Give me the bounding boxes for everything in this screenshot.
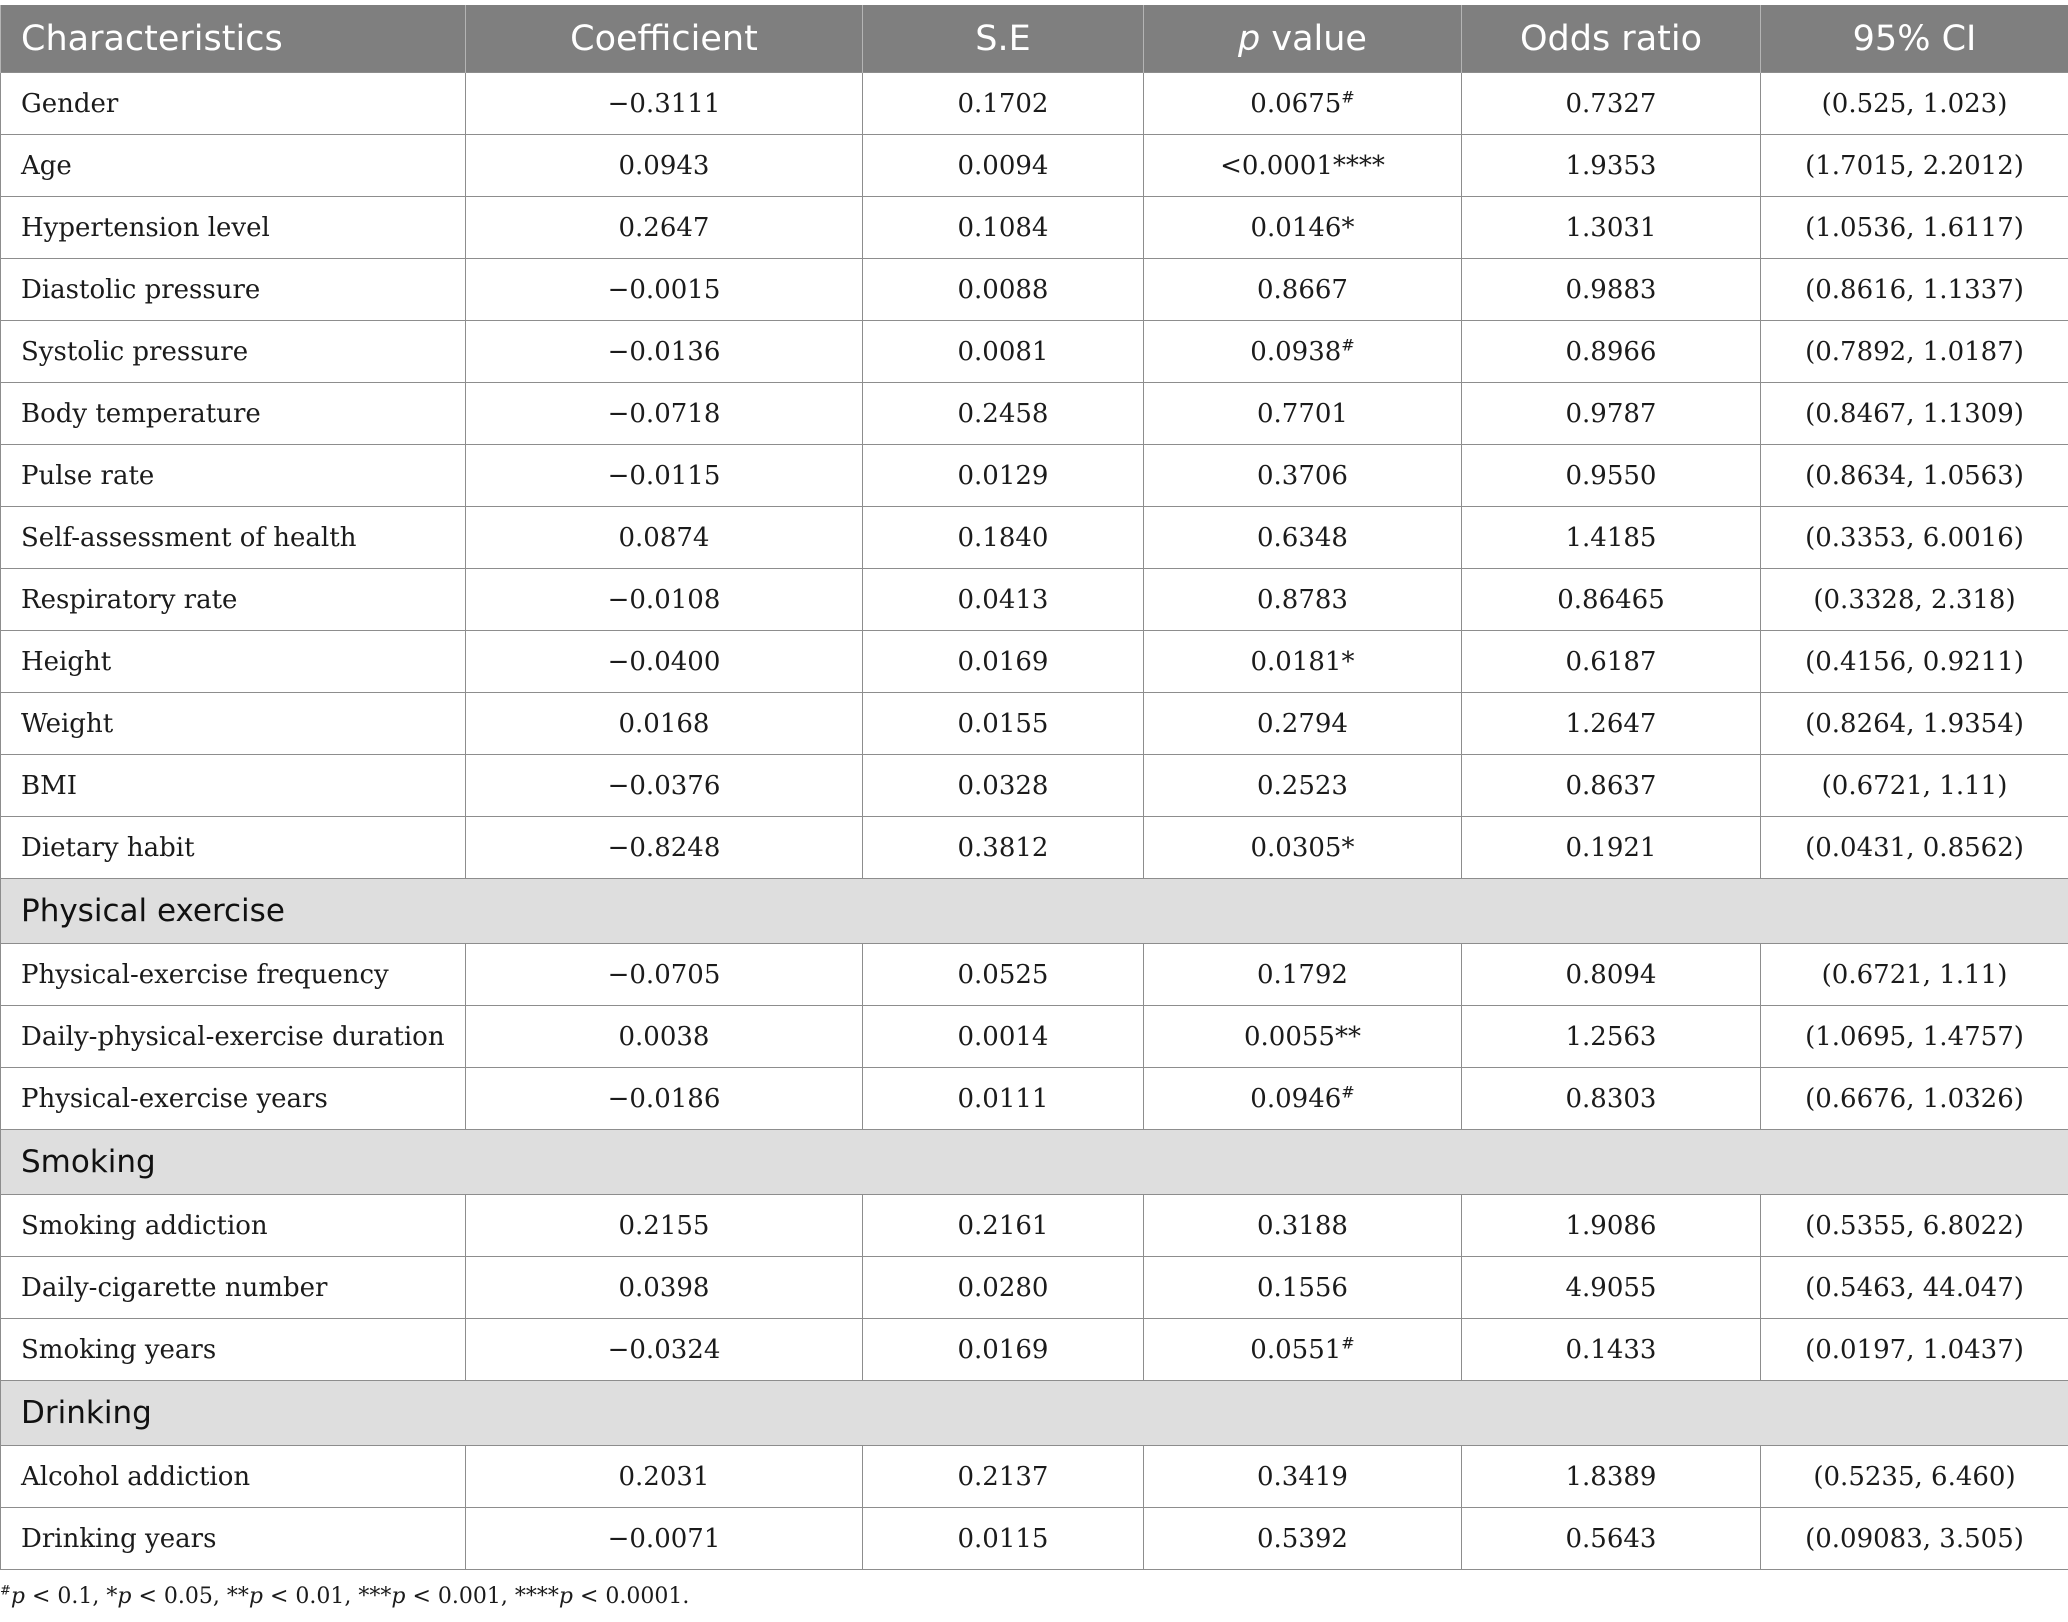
table-row <box>1 755 2068 817</box>
significance-mark: # <box>1341 86 1355 106</box>
cell-characteristic: Height <box>1 631 466 693</box>
cell-odds-ratio: 0.86465 <box>1462 569 1761 631</box>
section-title: Physical exercise <box>1 879 2068 944</box>
p-value-text: 0.0675 <box>1250 88 1342 119</box>
cell-ci: (0.525, 1.023) <box>1761 73 2068 135</box>
cell-ci: (0.6721, 1.11) <box>1761 944 2068 1006</box>
cell-ci: (0.09083, 3.505) <box>1761 1508 2068 1570</box>
cell-coefficient: −0.0115 <box>466 445 863 507</box>
p-value-text: 0.0946 <box>1250 1083 1342 1114</box>
table-row <box>1 1508 2068 1570</box>
table-row <box>1 1195 2068 1257</box>
cell-characteristic: Physical-exercise years <box>1 1068 466 1130</box>
p-value-text: 0.8667 <box>1257 274 1348 305</box>
cell-odds-ratio: 0.8966 <box>1462 321 1761 383</box>
table-row <box>1 817 2068 879</box>
footnote-part: < 0.05, ** <box>131 1584 249 1609</box>
cell-p-value <box>1144 569 1462 631</box>
cell-p-value <box>1144 383 1462 445</box>
header-se: S.E <box>863 5 1144 73</box>
cell-ci: (0.5463, 44.047) <box>1761 1257 2068 1319</box>
section-title: Smoking <box>1 1130 2068 1195</box>
footnote-part: < 0.001, **** <box>405 1584 559 1609</box>
table-row <box>1 135 2068 197</box>
footnote-part: < 0.1, * <box>25 1584 118 1609</box>
cell-coefficient: 0.0943 <box>466 135 863 197</box>
cell-ci: (0.6721, 1.11) <box>1761 755 2068 817</box>
cell-p-value <box>1144 321 1462 383</box>
cell-ci: (0.3353, 6.0016) <box>1761 507 2068 569</box>
cell-coefficient: 0.0398 <box>466 1257 863 1319</box>
table-row <box>1 693 2068 755</box>
p-value-text: 0.2523 <box>1257 770 1348 801</box>
cell-p-value <box>1144 693 1462 755</box>
cell-p-value <box>1144 507 1462 569</box>
cell-odds-ratio: 0.5643 <box>1462 1508 1761 1570</box>
cell-ci: (0.0197, 1.0437) <box>1761 1319 2068 1381</box>
table-row <box>1 1006 2068 1068</box>
cell-odds-ratio: 0.9883 <box>1462 259 1761 321</box>
cell-se: 0.1840 <box>863 507 1144 569</box>
cell-characteristic: Gender <box>1 73 466 135</box>
p-value-text: 0.7701 <box>1257 398 1348 429</box>
cell-characteristic: Weight <box>1 693 466 755</box>
cell-odds-ratio: 1.4185 <box>1462 507 1761 569</box>
table-row <box>1 73 2068 135</box>
cell-odds-ratio: 0.8303 <box>1462 1068 1761 1130</box>
cell-se: 0.0129 <box>863 445 1144 507</box>
cell-coefficient: 0.2155 <box>466 1195 863 1257</box>
cell-ci: (1.7015, 2.2012) <box>1761 135 2068 197</box>
cell-se: 0.3812 <box>863 817 1144 879</box>
footnote-part: < 0.0001. <box>572 1584 690 1609</box>
p-value-text: 0.2794 <box>1257 708 1348 739</box>
cell-ci: (0.8616, 1.1337) <box>1761 259 2068 321</box>
table-row <box>1 445 2068 507</box>
cell-ci: (1.0695, 1.4757) <box>1761 1006 2068 1068</box>
cell-ci: (0.7892, 1.0187) <box>1761 321 2068 383</box>
cell-se: 0.0155 <box>863 693 1144 755</box>
cell-ci: (0.5355, 6.8022) <box>1761 1195 2068 1257</box>
cell-se: 0.0328 <box>863 755 1144 817</box>
cell-odds-ratio: 0.1433 <box>1462 1319 1761 1381</box>
p-value-text: 0.1792 <box>1257 959 1348 990</box>
cell-ci: (0.4156, 0.9211) <box>1761 631 2068 693</box>
table-header-row <box>1 5 2068 73</box>
cell-characteristic: Systolic pressure <box>1 321 466 383</box>
cell-ci: (0.5235, 6.460) <box>1761 1446 2068 1508</box>
table-row <box>1 1446 2068 1508</box>
table-row <box>1 259 2068 321</box>
cell-se: 0.0525 <box>863 944 1144 1006</box>
p-value-text: 0.0551 <box>1250 1334 1342 1365</box>
footnote-part: p <box>391 1584 406 1609</box>
cell-se: 0.2161 <box>863 1195 1144 1257</box>
cell-se: 0.0094 <box>863 135 1144 197</box>
significance-mark: # <box>1341 1081 1355 1101</box>
cell-ci: (0.0431, 0.8562) <box>1761 817 2068 879</box>
section-row <box>1 879 2068 944</box>
cell-characteristic: Age <box>1 135 466 197</box>
cell-p-value <box>1144 197 1462 259</box>
cell-odds-ratio: 4.9055 <box>1462 1257 1761 1319</box>
cell-odds-ratio: 0.1921 <box>1462 817 1761 879</box>
cell-ci: (0.8264, 1.9354) <box>1761 693 2068 755</box>
cell-se: 0.0014 <box>863 1006 1144 1068</box>
cell-p-value <box>1144 445 1462 507</box>
cell-characteristic: Respiratory rate <box>1 569 466 631</box>
p-value-text: 0.0055** <box>1244 1021 1361 1052</box>
cell-coefficient: 0.2647 <box>466 197 863 259</box>
regression-table <box>0 5 2068 1570</box>
cell-coefficient: 0.0168 <box>466 693 863 755</box>
cell-p-value <box>1144 73 1462 135</box>
table-row <box>1 1068 2068 1130</box>
cell-coefficient: 0.0038 <box>466 1006 863 1068</box>
p-value-text: 0.0146* <box>1250 212 1355 243</box>
cell-ci: (0.6676, 1.0326) <box>1761 1068 2068 1130</box>
table-row <box>1 1319 2068 1381</box>
p-value-text: 0.5392 <box>1257 1523 1348 1554</box>
table-footnote <box>0 1584 689 1609</box>
footnote-part: p <box>10 1584 25 1609</box>
cell-se: 0.0413 <box>863 569 1144 631</box>
table-row <box>1 944 2068 1006</box>
header-ci: 95% CI <box>1761 5 2068 73</box>
cell-coefficient: −0.0376 <box>466 755 863 817</box>
cell-odds-ratio: 0.9787 <box>1462 383 1761 445</box>
cell-se: 0.0088 <box>863 259 1144 321</box>
cell-p-value <box>1144 1319 1462 1381</box>
table-row <box>1 569 2068 631</box>
cell-se: 0.0081 <box>863 321 1144 383</box>
p-value-text: 0.8783 <box>1257 584 1348 615</box>
cell-characteristic: Smoking years <box>1 1319 466 1381</box>
table-container <box>0 5 2068 1570</box>
cell-characteristic: Diastolic pressure <box>1 259 466 321</box>
cell-characteristic: Alcohol addiction <box>1 1446 466 1508</box>
cell-odds-ratio: 0.8637 <box>1462 755 1761 817</box>
cell-ci: (0.8467, 1.1309) <box>1761 383 2068 445</box>
p-value-text: 0.3706 <box>1257 460 1348 491</box>
cell-characteristic: Hypertension level <box>1 197 466 259</box>
cell-coefficient: −0.0071 <box>466 1508 863 1570</box>
cell-odds-ratio: 1.2563 <box>1462 1006 1761 1068</box>
cell-ci: (1.0536, 1.6117) <box>1761 197 2068 259</box>
header-p-italic: p <box>1238 18 1261 59</box>
cell-characteristic: BMI <box>1 755 466 817</box>
cell-characteristic: Physical-exercise frequency <box>1 944 466 1006</box>
cell-se: 0.0169 <box>863 1319 1144 1381</box>
cell-se: 0.0169 <box>863 631 1144 693</box>
header-p-value <box>1144 5 1462 73</box>
cell-p-value <box>1144 1195 1462 1257</box>
cell-p-value <box>1144 259 1462 321</box>
p-value-text: 0.6348 <box>1257 522 1348 553</box>
significance-mark: # <box>1341 1332 1355 1352</box>
cell-se: 0.1084 <box>863 197 1144 259</box>
section-row <box>1 1130 2068 1195</box>
cell-odds-ratio: 1.8389 <box>1462 1446 1761 1508</box>
table-row <box>1 321 2068 383</box>
cell-coefficient: −0.0718 <box>466 383 863 445</box>
cell-coefficient: −0.0400 <box>466 631 863 693</box>
p-value-text: 0.0181* <box>1250 646 1355 677</box>
header-p-suffix: value <box>1260 18 1367 59</box>
cell-se: 0.0280 <box>863 1257 1144 1319</box>
cell-odds-ratio: 0.9550 <box>1462 445 1761 507</box>
cell-coefficient: −0.8248 <box>466 817 863 879</box>
cell-odds-ratio: 1.3031 <box>1462 197 1761 259</box>
section-title: Drinking <box>1 1381 2068 1446</box>
cell-coefficient: −0.0186 <box>466 1068 863 1130</box>
p-value-text: 0.1556 <box>1257 1272 1348 1303</box>
cell-coefficient: −0.0015 <box>466 259 863 321</box>
cell-coefficient: −0.0324 <box>466 1319 863 1381</box>
table-row <box>1 383 2068 445</box>
footnote-part: < 0.01, *** <box>262 1584 392 1609</box>
cell-odds-ratio: 1.9086 <box>1462 1195 1761 1257</box>
p-value-text: <0.0001**** <box>1220 150 1385 181</box>
footnote-part: # <box>0 1583 11 1599</box>
cell-odds-ratio: 1.2647 <box>1462 693 1761 755</box>
cell-ci: (0.3328, 2.318) <box>1761 569 2068 631</box>
table-row <box>1 507 2068 569</box>
table-row <box>1 1257 2068 1319</box>
cell-coefficient: 0.0874 <box>466 507 863 569</box>
table-row <box>1 197 2068 259</box>
cell-p-value <box>1144 817 1462 879</box>
p-value-text: 0.3188 <box>1257 1210 1348 1241</box>
cell-se: 0.0115 <box>863 1508 1144 1570</box>
cell-p-value <box>1144 944 1462 1006</box>
header-odds-ratio: Odds ratio <box>1462 5 1761 73</box>
cell-ci: (0.8634, 1.0563) <box>1761 445 2068 507</box>
footnote-part: p <box>248 1584 263 1609</box>
cell-coefficient: −0.3111 <box>466 73 863 135</box>
cell-p-value <box>1144 631 1462 693</box>
cell-coefficient: −0.0108 <box>466 569 863 631</box>
p-value-text: 0.0938 <box>1250 336 1342 367</box>
table-body <box>1 73 2068 1570</box>
cell-se: 0.0111 <box>863 1068 1144 1130</box>
cell-p-value <box>1144 135 1462 197</box>
footnote-part: p <box>558 1584 573 1609</box>
cell-characteristic: Drinking years <box>1 1508 466 1570</box>
cell-characteristic: Daily-physical-exercise duration <box>1 1006 466 1068</box>
cell-p-value <box>1144 1006 1462 1068</box>
header-characteristics: Characteristics <box>1 5 466 73</box>
cell-coefficient: −0.0705 <box>466 944 863 1006</box>
cell-se: 0.2458 <box>863 383 1144 445</box>
p-value-text: 0.3419 <box>1257 1461 1348 1492</box>
cell-coefficient: −0.0136 <box>466 321 863 383</box>
cell-characteristic: Dietary habit <box>1 817 466 879</box>
cell-odds-ratio: 1.9353 <box>1462 135 1761 197</box>
cell-characteristic: Daily-cigarette number <box>1 1257 466 1319</box>
cell-p-value <box>1144 755 1462 817</box>
cell-p-value <box>1144 1508 1462 1570</box>
footnote-part: p <box>117 1584 132 1609</box>
cell-se: 0.1702 <box>863 73 1144 135</box>
cell-characteristic: Pulse rate <box>1 445 466 507</box>
cell-coefficient: 0.2031 <box>466 1446 863 1508</box>
cell-p-value <box>1144 1068 1462 1130</box>
table-row <box>1 631 2068 693</box>
cell-odds-ratio: 0.8094 <box>1462 944 1761 1006</box>
significance-mark: # <box>1341 334 1355 354</box>
cell-odds-ratio: 0.6187 <box>1462 631 1761 693</box>
cell-p-value <box>1144 1446 1462 1508</box>
cell-odds-ratio: 0.7327 <box>1462 73 1761 135</box>
cell-characteristic: Smoking addiction <box>1 1195 466 1257</box>
cell-characteristic: Body temperature <box>1 383 466 445</box>
cell-characteristic: Self-assessment of health <box>1 507 466 569</box>
cell-se: 0.2137 <box>863 1446 1144 1508</box>
header-coefficient: Coefficient <box>466 5 863 73</box>
p-value-text: 0.0305* <box>1250 832 1355 863</box>
section-row <box>1 1381 2068 1446</box>
cell-p-value <box>1144 1257 1462 1319</box>
